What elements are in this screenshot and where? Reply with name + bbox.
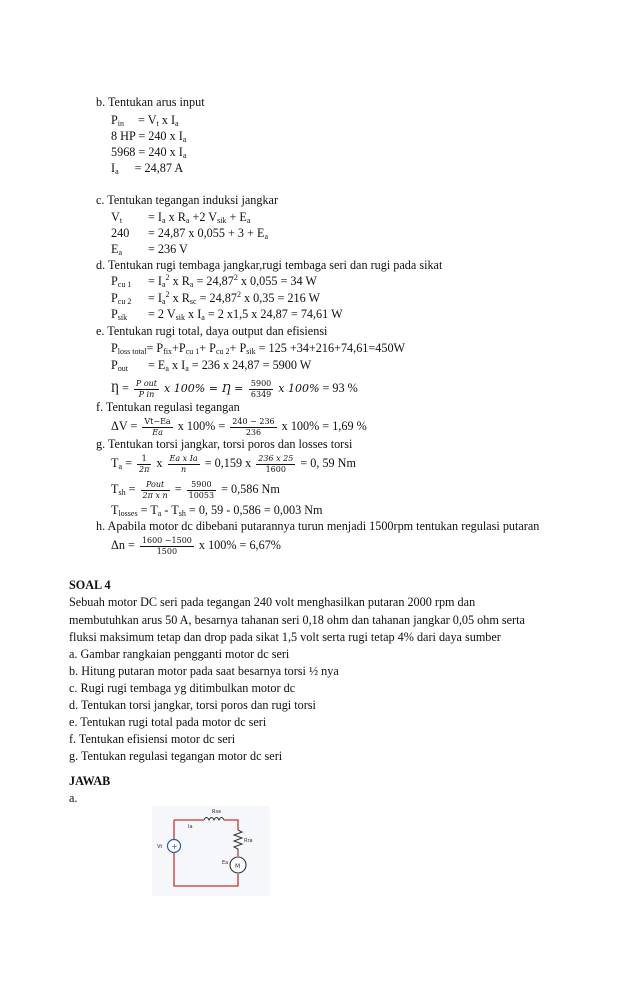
- item-c-line-1: $V_t = I_a$ x $R_a +2$ $V_{sik} + E_a$: [111, 210, 251, 225]
- item-e-line-2: $P_{out} = E_a$ x $I_a = 236$ x 24,87 = 5900 W: [111, 358, 312, 373]
- item-c-heading: c. Tentukan tegangan induksi jangkar: [96, 193, 279, 207]
- fraction-vt-ea: $\frac{Vt-Ea}{Ea}$: [144, 416, 171, 437]
- jawab-title: JAWAB: [69, 774, 111, 788]
- soal-paragraph-line-3: fluksi maksimum tetap dan drop pada sikat 1,5 volt serta rugi tetap 4% dari daya sumber: [69, 630, 501, 644]
- series-motor-circuit-diagram: [152, 806, 270, 896]
- soal-paragraph-line-1: Sebuah motor DC seri pada tegangan 240 volt menghasilkan putaran 2000 rpm dan: [69, 595, 476, 609]
- fraction-240-236: $\frac{240 - 236}{236}$: [232, 416, 275, 437]
- item-b-heading: b. Tentukan arus input: [96, 95, 205, 109]
- fraction-5900-6349: $\frac{5900}{6349}$: [250, 378, 272, 399]
- label-ia: Ia: [188, 824, 193, 830]
- item-d-line-3: $P_{sik} = 2$ $V_{sik}$ x $I_a = 2$ x1,5 x 24,87 = 74,61 W: [111, 307, 343, 322]
- item-d-heading: d. Tentukan rugi tembaga jangkar,rugi tembaga seri dan rugi pada sikat: [96, 258, 443, 272]
- soal-item-a: a. Gambar rangkaian pengganti motor dc seri: [69, 647, 290, 661]
- source-plus-sign: +: [171, 842, 178, 851]
- label-vt: Vt: [157, 844, 163, 850]
- fraction-pout-2pin: $\frac{\text{Pout}}{\text{2π x n}}$: [142, 479, 168, 500]
- label-rse: Rse: [212, 809, 222, 815]
- losses-torque-line: $T_{losses} = T_a - T_{sh} = 0$, 59 - 0,586 = 0,003 Nm: [111, 503, 323, 518]
- item-f-heading: f. Tentukan regulasi tegangan: [96, 400, 240, 414]
- shaft-torque-formula: $T_{sh}$ = $\frac{\text{Pout}}{\text{2π x n}}$ = $\frac{5900}{10053}$ = 0,586 Nm: [111, 479, 280, 500]
- soal-item-d: d. Tentukan torsi jangkar, torsi poros dan rugi torsi: [69, 698, 316, 712]
- motor-label: M: [235, 863, 241, 870]
- efficiency-formula: Ƞ = $\frac{\text{P out}}{\text{P in}}$ x 100% = Ƞ = $\frac{5900}{6349}$ x 100% = 93 %: [111, 378, 358, 399]
- label-ea: Ea: [222, 860, 229, 866]
- label-ra: Rra: [244, 838, 253, 844]
- soal-item-c: c. Rugi rugi tembaga yg ditimbulkan motor dc: [69, 681, 296, 695]
- item-d-line-1: $P_{cu 1} = I_a^2$ x $R_a = 24,87^2$ x 0,055 = 34 W: [111, 273, 317, 289]
- fraction-236-25-1600: $\frac{236 x 25}{1600}$: [258, 453, 294, 474]
- speed-regulation-formula: Δn = $\frac{1600 -1500}{1500}$ x 100% = 6,67%: [111, 535, 281, 556]
- item-h-heading: h. Apabila motor dc dibebani putarannya turun menjadi 1500rpm tentukan regulasi putaran: [96, 519, 540, 533]
- armature-torque-formula: $T_a$ = $\frac{1}{2\pi}$ x $\frac{\text{Ea x Ia}}{n}$ = 0,159 x $\frac{236 x 25}{1600}$ = 0, 59 Nm: [111, 453, 356, 474]
- circuit-svg: [152, 806, 270, 896]
- fraction-5900-10053: $\frac{5900}{10053}$: [188, 479, 215, 500]
- wire-loop: [174, 820, 241, 886]
- item-b-line-3: 5968 = 240 x $I_a$: [111, 145, 187, 160]
- jawab-item-a: a.: [69, 791, 78, 805]
- soal-item-b: b. Hitung putaran motor pada saat besarnya torsi ½ nya: [69, 664, 339, 678]
- item-e-line-1: $P_{loss total}= P_{fix}+P_{cu 1}+ P_{cu 2}+ P_{sik} = 125 +34+216+74,61=450W$: [111, 341, 406, 356]
- soal-item-f: f. Tentukan efisiensi motor dc seri: [69, 732, 236, 746]
- item-d-line-2: $P_{cu 2} = I_a^2$ x $R_{sc} = 24,87^2$ x 0,35 = 216 W: [111, 290, 321, 306]
- item-b-line-1: $P_{in} = V_t$ x $I_a$: [111, 113, 179, 128]
- voltage-regulation-formula: ΔV = $\frac{Vt-Ea}{Ea}$ x 100% = $\frac{240 - 236}{236}$ x 100% = 1,69 %: [111, 416, 367, 437]
- fraction-pout-pin: $\frac{\text{P out}}{\text{P in}}$: [135, 378, 157, 399]
- soal-paragraph-line-2: membutuhkan arus 50 A, besarnya tahanan seri 0,18 ohm dan tahanan jangkar 0,05 ohm serta: [69, 613, 525, 627]
- fraction-1-2pi: $\frac{1}{2\pi}$: [138, 453, 150, 474]
- soal-item-e: e. Tentukan rugi total pada motor dc seri: [69, 715, 267, 729]
- series-field-coil: [204, 818, 224, 821]
- soal-item-g: g. Tentukan regulasi tegangan motor dc seri: [69, 749, 283, 763]
- item-c-line-2: 240 = 24,87 x $0,055 + 3 + E_a$: [111, 226, 268, 241]
- fraction-1600-1500: $\frac{1600 -1500}{1500}$: [141, 535, 192, 556]
- fraction-ea-ia-n: $\frac{\text{Ea x Ia}}{n}$: [169, 453, 198, 474]
- armature-resistor: [234, 830, 242, 852]
- item-b-line-2: 8 HP = 240 x $I_a$: [111, 129, 187, 144]
- item-g-heading: g. Tentukan torsi jangkar, torsi poros dan losses torsi: [96, 437, 353, 451]
- item-e-heading: e. Tentukan rugi total, daya output dan efisiensi: [96, 324, 328, 338]
- soal-4-title: SOAL 4: [69, 578, 111, 592]
- item-b-line-4: $I_a = 24,87$ A: [111, 161, 184, 176]
- item-c-line-3: $E_a = 236$ V: [111, 242, 188, 257]
